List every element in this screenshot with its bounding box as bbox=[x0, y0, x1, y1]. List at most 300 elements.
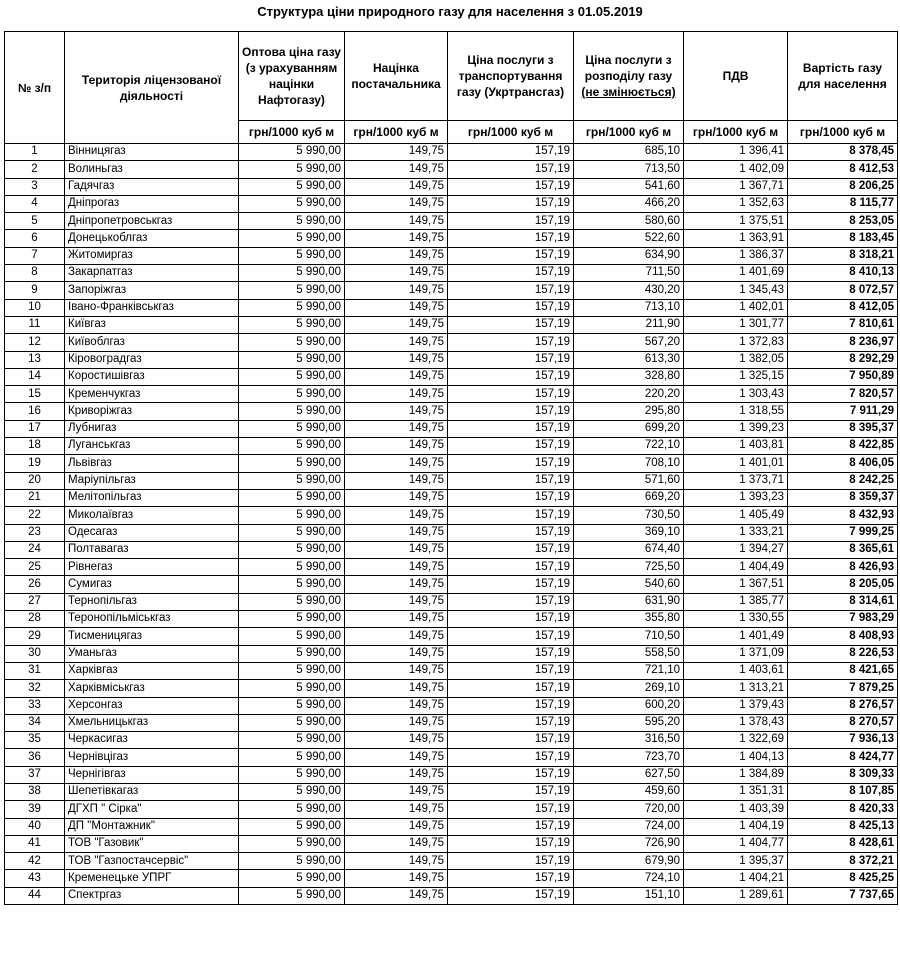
vat-amount: 1 399,23 bbox=[684, 420, 788, 437]
distribution-price: 211,90 bbox=[574, 316, 684, 333]
wholesale-price: 5 990,00 bbox=[239, 161, 345, 178]
vat-amount: 1 384,89 bbox=[684, 766, 788, 783]
territory-name: Шепетівкагаз bbox=[65, 783, 239, 800]
supplier-markup: 149,75 bbox=[345, 507, 448, 524]
supplier-markup: 149,75 bbox=[345, 853, 448, 870]
territory-name: Тернопільгаз bbox=[65, 593, 239, 610]
vat-amount: 1 395,37 bbox=[684, 853, 788, 870]
distribution-price: 723,70 bbox=[574, 749, 684, 766]
territory-name: ДП "Монтажник" bbox=[65, 818, 239, 835]
table-row bbox=[5, 403, 898, 420]
row-number: 39 bbox=[5, 801, 65, 818]
supplier-markup: 149,75 bbox=[345, 887, 448, 904]
transport-price: 157,19 bbox=[448, 783, 574, 800]
row-number: 2 bbox=[5, 161, 65, 178]
supplier-markup: 149,75 bbox=[345, 299, 448, 316]
supplier-markup: 149,75 bbox=[345, 438, 448, 455]
transport-price: 157,19 bbox=[448, 662, 574, 679]
transport-price: 157,19 bbox=[448, 386, 574, 403]
transport-price: 157,19 bbox=[448, 697, 574, 714]
wholesale-price: 5 990,00 bbox=[239, 732, 345, 749]
table-row bbox=[5, 783, 898, 800]
table-row bbox=[5, 524, 898, 541]
transport-price: 157,19 bbox=[448, 351, 574, 368]
territory-name: Чернівцігаз bbox=[65, 749, 239, 766]
territory-name: ДГХП " Сірка" bbox=[65, 801, 239, 818]
total-price: 8 425,25 bbox=[788, 870, 898, 887]
unit-label: грн/1000 куб м bbox=[684, 121, 788, 144]
territory-name: Дніпрогаз bbox=[65, 195, 239, 212]
table-row bbox=[5, 213, 898, 230]
table-row bbox=[5, 870, 898, 887]
row-number: 33 bbox=[5, 697, 65, 714]
wholesale-price: 5 990,00 bbox=[239, 213, 345, 230]
distribution-price: 558,50 bbox=[574, 645, 684, 662]
territory-name: Полтавагаз bbox=[65, 541, 239, 558]
row-number: 4 bbox=[5, 195, 65, 212]
unit-label: грн/1000 куб м bbox=[788, 121, 898, 144]
distribution-price: 613,30 bbox=[574, 351, 684, 368]
total-price: 8 422,85 bbox=[788, 438, 898, 455]
vat-amount: 1 352,63 bbox=[684, 195, 788, 212]
supplier-markup: 149,75 bbox=[345, 178, 448, 195]
table-row bbox=[5, 887, 898, 904]
transport-price: 157,19 bbox=[448, 680, 574, 697]
wholesale-price: 5 990,00 bbox=[239, 386, 345, 403]
row-number: 43 bbox=[5, 870, 65, 887]
transport-price: 157,19 bbox=[448, 316, 574, 333]
row-number: 23 bbox=[5, 524, 65, 541]
row-number: 44 bbox=[5, 887, 65, 904]
wholesale-price: 5 990,00 bbox=[239, 749, 345, 766]
distribution-price: 595,20 bbox=[574, 714, 684, 731]
transport-price: 157,19 bbox=[448, 299, 574, 316]
total-price: 7 737,65 bbox=[788, 887, 898, 904]
transport-price: 157,19 bbox=[448, 576, 574, 593]
territory-name: Лубнигаз bbox=[65, 420, 239, 437]
row-number: 18 bbox=[5, 438, 65, 455]
table-row bbox=[5, 316, 898, 333]
row-number: 19 bbox=[5, 455, 65, 472]
wholesale-price: 5 990,00 bbox=[239, 247, 345, 264]
table-row bbox=[5, 645, 898, 662]
table-row bbox=[5, 541, 898, 558]
row-number: 16 bbox=[5, 403, 65, 420]
row-number: 34 bbox=[5, 714, 65, 731]
territory-name: Донецькоблгаз bbox=[65, 230, 239, 247]
table-row bbox=[5, 766, 898, 783]
vat-amount: 1 393,23 bbox=[684, 489, 788, 506]
total-price: 8 420,33 bbox=[788, 801, 898, 818]
transport-price: 157,19 bbox=[448, 368, 574, 385]
vat-amount: 1 322,69 bbox=[684, 732, 788, 749]
territory-name: Рівнегаз bbox=[65, 559, 239, 576]
vat-amount: 1 382,05 bbox=[684, 351, 788, 368]
wholesale-price: 5 990,00 bbox=[239, 316, 345, 333]
vat-amount: 1 325,15 bbox=[684, 368, 788, 385]
transport-price: 157,19 bbox=[448, 541, 574, 558]
header-row bbox=[5, 32, 898, 121]
transport-price: 157,19 bbox=[448, 714, 574, 731]
row-number: 20 bbox=[5, 472, 65, 489]
distribution-price: 580,60 bbox=[574, 213, 684, 230]
distribution-price: 725,50 bbox=[574, 559, 684, 576]
header-transport: Ціна послуги з транспортування газу (Укртрансгаз) bbox=[448, 32, 574, 121]
wholesale-price: 5 990,00 bbox=[239, 835, 345, 852]
row-number: 35 bbox=[5, 732, 65, 749]
unit-label: грн/1000 куб м bbox=[239, 121, 345, 144]
distribution-price: 369,10 bbox=[574, 524, 684, 541]
distribution-price: 459,60 bbox=[574, 783, 684, 800]
territory-name: Харківгаз bbox=[65, 662, 239, 679]
vat-amount: 1 371,09 bbox=[684, 645, 788, 662]
supplier-markup: 149,75 bbox=[345, 783, 448, 800]
row-number: 10 bbox=[5, 299, 65, 316]
vat-amount: 1 367,71 bbox=[684, 178, 788, 195]
total-price: 7 983,29 bbox=[788, 611, 898, 628]
wholesale-price: 5 990,00 bbox=[239, 144, 345, 161]
row-number: 26 bbox=[5, 576, 65, 593]
header-distribution bbox=[574, 32, 684, 121]
total-price: 7 950,89 bbox=[788, 368, 898, 385]
total-price: 8 378,45 bbox=[788, 144, 898, 161]
table-row bbox=[5, 559, 898, 576]
supplier-markup: 149,75 bbox=[345, 576, 448, 593]
supplier-markup: 149,75 bbox=[345, 766, 448, 783]
row-number: 1 bbox=[5, 144, 65, 161]
territory-name: Черкасигаз bbox=[65, 732, 239, 749]
total-price: 8 206,25 bbox=[788, 178, 898, 195]
vat-amount: 1 403,81 bbox=[684, 438, 788, 455]
vat-amount: 1 375,51 bbox=[684, 213, 788, 230]
header-distribution-label: Ціна послуги з розподілу газу bbox=[584, 53, 673, 83]
table-row bbox=[5, 749, 898, 766]
transport-price: 157,19 bbox=[448, 507, 574, 524]
vat-amount: 1 402,09 bbox=[684, 161, 788, 178]
vat-amount: 1 367,51 bbox=[684, 576, 788, 593]
total-price: 8 428,61 bbox=[788, 835, 898, 852]
distribution-price: 708,10 bbox=[574, 455, 684, 472]
total-price: 8 408,93 bbox=[788, 628, 898, 645]
distribution-price: 722,10 bbox=[574, 438, 684, 455]
table-row bbox=[5, 455, 898, 472]
supplier-markup: 149,75 bbox=[345, 714, 448, 731]
row-number: 6 bbox=[5, 230, 65, 247]
supplier-markup: 149,75 bbox=[345, 818, 448, 835]
vat-amount: 1 401,49 bbox=[684, 628, 788, 645]
vat-amount: 1 301,77 bbox=[684, 316, 788, 333]
row-number: 14 bbox=[5, 368, 65, 385]
wholesale-price: 5 990,00 bbox=[239, 230, 345, 247]
vat-amount: 1 385,77 bbox=[684, 593, 788, 610]
territory-name: Закарпатгаз bbox=[65, 265, 239, 282]
transport-price: 157,19 bbox=[448, 213, 574, 230]
vat-amount: 1 396,41 bbox=[684, 144, 788, 161]
vat-amount: 1 404,77 bbox=[684, 835, 788, 852]
supplier-markup: 149,75 bbox=[345, 524, 448, 541]
distribution-price: 151,10 bbox=[574, 887, 684, 904]
total-price: 8 318,21 bbox=[788, 247, 898, 264]
distribution-price: 355,80 bbox=[574, 611, 684, 628]
distribution-price: 713,50 bbox=[574, 161, 684, 178]
distribution-price: 726,90 bbox=[574, 835, 684, 852]
row-number: 28 bbox=[5, 611, 65, 628]
total-price: 8 226,53 bbox=[788, 645, 898, 662]
territory-name: Івано-Франківськгаз bbox=[65, 299, 239, 316]
wholesale-price: 5 990,00 bbox=[239, 887, 345, 904]
vat-amount: 1 378,43 bbox=[684, 714, 788, 731]
distribution-price: 713,10 bbox=[574, 299, 684, 316]
table-row bbox=[5, 438, 898, 455]
territory-name: Миколаївгаз bbox=[65, 507, 239, 524]
table-row bbox=[5, 230, 898, 247]
wholesale-price: 5 990,00 bbox=[239, 368, 345, 385]
vat-amount: 1 404,21 bbox=[684, 870, 788, 887]
table-row bbox=[5, 611, 898, 628]
supplier-markup: 149,75 bbox=[345, 870, 448, 887]
territory-name: Київоблгаз bbox=[65, 334, 239, 351]
transport-price: 157,19 bbox=[448, 611, 574, 628]
row-number: 8 bbox=[5, 265, 65, 282]
table-row bbox=[5, 801, 898, 818]
unit-label: грн/1000 куб м bbox=[574, 121, 684, 144]
total-price: 8 242,25 bbox=[788, 472, 898, 489]
supplier-markup: 149,75 bbox=[345, 316, 448, 333]
total-price: 8 072,57 bbox=[788, 282, 898, 299]
distribution-price: 724,00 bbox=[574, 818, 684, 835]
distribution-price: 522,60 bbox=[574, 230, 684, 247]
distribution-price: 571,60 bbox=[574, 472, 684, 489]
total-price: 8 292,29 bbox=[788, 351, 898, 368]
wholesale-price: 5 990,00 bbox=[239, 853, 345, 870]
total-price: 8 365,61 bbox=[788, 541, 898, 558]
total-price: 8 107,85 bbox=[788, 783, 898, 800]
vat-amount: 1 372,83 bbox=[684, 334, 788, 351]
row-number: 40 bbox=[5, 818, 65, 835]
vat-amount: 1 404,49 bbox=[684, 559, 788, 576]
supplier-markup: 149,75 bbox=[345, 161, 448, 178]
vat-amount: 1 405,49 bbox=[684, 507, 788, 524]
territory-name: Сумигаз bbox=[65, 576, 239, 593]
wholesale-price: 5 990,00 bbox=[239, 265, 345, 282]
table-row bbox=[5, 144, 898, 161]
supplier-markup: 149,75 bbox=[345, 835, 448, 852]
wholesale-price: 5 990,00 bbox=[239, 818, 345, 835]
distribution-price: 710,50 bbox=[574, 628, 684, 645]
wholesale-price: 5 990,00 bbox=[239, 524, 345, 541]
row-number: 5 bbox=[5, 213, 65, 230]
territory-name: ТОВ "Газпостачсервіс" bbox=[65, 853, 239, 870]
transport-price: 157,19 bbox=[448, 766, 574, 783]
total-price: 8 309,33 bbox=[788, 766, 898, 783]
total-price: 8 115,77 bbox=[788, 195, 898, 212]
table-row bbox=[5, 628, 898, 645]
supplier-markup: 149,75 bbox=[345, 697, 448, 714]
supplier-markup: 149,75 bbox=[345, 662, 448, 679]
territory-name: Житомиргаз bbox=[65, 247, 239, 264]
total-price: 8 270,57 bbox=[788, 714, 898, 731]
table-row bbox=[5, 161, 898, 178]
total-price: 7 936,13 bbox=[788, 732, 898, 749]
table-row bbox=[5, 576, 898, 593]
table-row bbox=[5, 697, 898, 714]
vat-amount: 1 386,37 bbox=[684, 247, 788, 264]
table-row bbox=[5, 386, 898, 403]
territory-name: Чернігівгаз bbox=[65, 766, 239, 783]
table-row bbox=[5, 714, 898, 731]
row-number: 37 bbox=[5, 766, 65, 783]
wholesale-price: 5 990,00 bbox=[239, 195, 345, 212]
header-distribution-note: (не змінюється) bbox=[581, 85, 676, 99]
header-territory: Територія ліцензованої діяльності bbox=[65, 32, 239, 144]
supplier-markup: 149,75 bbox=[345, 645, 448, 662]
wholesale-price: 5 990,00 bbox=[239, 178, 345, 195]
wholesale-price: 5 990,00 bbox=[239, 714, 345, 731]
territory-name: Дніпропетровськгаз bbox=[65, 213, 239, 230]
territory-name: ТОВ "Газовик" bbox=[65, 835, 239, 852]
wholesale-price: 5 990,00 bbox=[239, 697, 345, 714]
wholesale-price: 5 990,00 bbox=[239, 420, 345, 437]
total-price: 8 253,05 bbox=[788, 213, 898, 230]
distribution-price: 679,90 bbox=[574, 853, 684, 870]
transport-price: 157,19 bbox=[448, 818, 574, 835]
vat-amount: 1 403,39 bbox=[684, 801, 788, 818]
total-price: 8 410,13 bbox=[788, 265, 898, 282]
transport-price: 157,19 bbox=[448, 265, 574, 282]
table-row bbox=[5, 472, 898, 489]
page-title: Структура ціни природного газу для населення з 01.05.2019 bbox=[257, 4, 643, 19]
table-row bbox=[5, 489, 898, 506]
territory-name: Теронопільміськгаз bbox=[65, 611, 239, 628]
total-price: 8 412,53 bbox=[788, 161, 898, 178]
supplier-markup: 149,75 bbox=[345, 351, 448, 368]
row-number: 24 bbox=[5, 541, 65, 558]
transport-price: 157,19 bbox=[448, 282, 574, 299]
total-price: 7 810,61 bbox=[788, 316, 898, 333]
unit-label: грн/1000 куб м bbox=[448, 121, 574, 144]
total-price: 8 406,05 bbox=[788, 455, 898, 472]
territory-name: Кіровоградгаз bbox=[65, 351, 239, 368]
supplier-markup: 149,75 bbox=[345, 593, 448, 610]
distribution-price: 220,20 bbox=[574, 386, 684, 403]
row-number: 15 bbox=[5, 386, 65, 403]
supplier-markup: 149,75 bbox=[345, 265, 448, 282]
transport-price: 157,19 bbox=[448, 524, 574, 541]
territory-name: Уманьгаз bbox=[65, 645, 239, 662]
transport-price: 157,19 bbox=[448, 628, 574, 645]
total-price: 8 424,77 bbox=[788, 749, 898, 766]
territory-name: Одесагаз bbox=[65, 524, 239, 541]
row-number: 30 bbox=[5, 645, 65, 662]
transport-price: 157,19 bbox=[448, 732, 574, 749]
territory-name: Київгаз bbox=[65, 316, 239, 333]
vat-amount: 1 363,91 bbox=[684, 230, 788, 247]
supplier-markup: 149,75 bbox=[345, 472, 448, 489]
distribution-price: 724,10 bbox=[574, 870, 684, 887]
row-number: 11 bbox=[5, 316, 65, 333]
transport-price: 157,19 bbox=[448, 161, 574, 178]
distribution-price: 295,80 bbox=[574, 403, 684, 420]
total-price: 8 236,97 bbox=[788, 334, 898, 351]
supplier-markup: 149,75 bbox=[345, 732, 448, 749]
row-number: 21 bbox=[5, 489, 65, 506]
vat-amount: 1 379,43 bbox=[684, 697, 788, 714]
wholesale-price: 5 990,00 bbox=[239, 593, 345, 610]
distribution-price: 669,20 bbox=[574, 489, 684, 506]
wholesale-price: 5 990,00 bbox=[239, 489, 345, 506]
transport-price: 157,19 bbox=[448, 455, 574, 472]
table-row bbox=[5, 662, 898, 679]
wholesale-price: 5 990,00 bbox=[239, 299, 345, 316]
row-number: 12 bbox=[5, 334, 65, 351]
supplier-markup: 149,75 bbox=[345, 247, 448, 264]
supplier-markup: 149,75 bbox=[345, 386, 448, 403]
wholesale-price: 5 990,00 bbox=[239, 403, 345, 420]
distribution-price: 720,00 bbox=[574, 801, 684, 818]
total-price: 8 432,93 bbox=[788, 507, 898, 524]
total-price: 7 820,57 bbox=[788, 386, 898, 403]
row-number: 32 bbox=[5, 680, 65, 697]
distribution-price: 634,90 bbox=[574, 247, 684, 264]
wholesale-price: 5 990,00 bbox=[239, 334, 345, 351]
table-row bbox=[5, 299, 898, 316]
table-row bbox=[5, 853, 898, 870]
distribution-price: 466,20 bbox=[574, 195, 684, 212]
wholesale-price: 5 990,00 bbox=[239, 351, 345, 368]
supplier-markup: 149,75 bbox=[345, 628, 448, 645]
total-price: 8 205,05 bbox=[788, 576, 898, 593]
transport-price: 157,19 bbox=[448, 645, 574, 662]
supplier-markup: 149,75 bbox=[345, 801, 448, 818]
supplier-markup: 149,75 bbox=[345, 749, 448, 766]
header-markup: Націнка постачальника bbox=[345, 32, 448, 121]
transport-price: 157,19 bbox=[448, 489, 574, 506]
table-row bbox=[5, 368, 898, 385]
total-price: 8 412,05 bbox=[788, 299, 898, 316]
total-price: 8 314,61 bbox=[788, 593, 898, 610]
vat-amount: 1 403,61 bbox=[684, 662, 788, 679]
row-number: 29 bbox=[5, 628, 65, 645]
vat-amount: 1 330,55 bbox=[684, 611, 788, 628]
transport-price: 157,19 bbox=[448, 144, 574, 161]
transport-price: 157,19 bbox=[448, 472, 574, 489]
wholesale-price: 5 990,00 bbox=[239, 870, 345, 887]
header-wholesale: Оптова ціна газу (з урахуванням націнки Нафтогазу) bbox=[239, 32, 345, 121]
supplier-markup: 149,75 bbox=[345, 282, 448, 299]
table-row bbox=[5, 351, 898, 368]
supplier-markup: 149,75 bbox=[345, 489, 448, 506]
row-number: 42 bbox=[5, 853, 65, 870]
transport-price: 157,19 bbox=[448, 403, 574, 420]
distribution-price: 627,50 bbox=[574, 766, 684, 783]
total-price: 8 426,93 bbox=[788, 559, 898, 576]
row-number: 41 bbox=[5, 835, 65, 852]
territory-name: Херсонгаз bbox=[65, 697, 239, 714]
distribution-price: 711,50 bbox=[574, 265, 684, 282]
header-num: № з/п bbox=[5, 32, 65, 144]
wholesale-price: 5 990,00 bbox=[239, 576, 345, 593]
distribution-price: 316,50 bbox=[574, 732, 684, 749]
supplier-markup: 149,75 bbox=[345, 611, 448, 628]
table-row bbox=[5, 334, 898, 351]
vat-amount: 1 289,61 bbox=[684, 887, 788, 904]
wholesale-price: 5 990,00 bbox=[239, 559, 345, 576]
vat-amount: 1 401,01 bbox=[684, 455, 788, 472]
territory-name: Гадячгаз bbox=[65, 178, 239, 195]
wholesale-price: 5 990,00 bbox=[239, 455, 345, 472]
transport-price: 157,19 bbox=[448, 887, 574, 904]
territory-name: Маріупільгаз bbox=[65, 472, 239, 489]
